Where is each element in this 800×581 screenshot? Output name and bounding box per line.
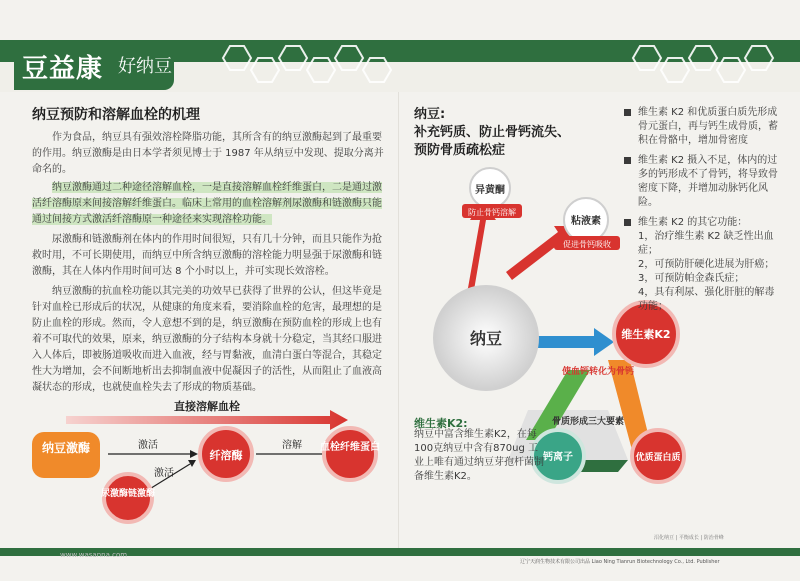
paragraph-3: 尿激酶和链激酶剂在体内的作用时间很短，只有几十分钟，而且只能作为抢救时用，不可长期使用，而纳豆中所含纳豆激酶的溶栓能力明显强于尿激酶和链激酶，其在人体内作用时间可达 8 个小时以上，并可实现长效溶栓。 xyxy=(32,234,382,277)
list-item xyxy=(624,106,784,148)
node-nattokinase-label: 纳豆激酶 xyxy=(41,441,91,455)
bullet-square-icon xyxy=(624,157,631,164)
protein-label: 优质蛋白质 xyxy=(635,453,681,463)
hexagon-decoration xyxy=(210,38,450,94)
calcium-label: 钙离子 xyxy=(543,452,573,463)
triangle-label: 骨质形成三大要素 xyxy=(551,417,625,427)
middle-title xyxy=(414,106,570,160)
list-item-text: 维生素 K2 的其它功能： 1，治疗维生素 K2 缺乏性出血症； 2，可预防肝硬化进展为肝癌； 3，可预防帕金森氏症； 4，具有利尿、强化肝脏的解毒功能； xyxy=(638,217,775,312)
direct-arrow xyxy=(66,410,348,430)
middle-title-line-1: 纳豆: xyxy=(414,107,446,122)
highlighted-text: 纳豆激酶通过二种途径溶解血栓，一是直接溶解血栓纤维蛋白，二是通过激活纤溶酶原来间接溶解纤维蛋白。临床上常用的血栓溶解剂尿激酶和链激酶只能通过间接方式激活纤溶酶原一种途径来实现溶栓功能。 xyxy=(32,182,382,225)
paragraph-4: 纳豆激酶的抗血栓功能以其完美的功效早已获得了世界的公认，但这毕竟是针对血栓已形成后的状况，从健康的角度来看，要消除血栓的危害，最理想的是防止血栓的形成。然而，令人意想不到的是，纳豆激酶在预防血栓的形成上也有着不可取代的效果，原来，纳豆激酶的分子结构本身就十分稳定，当其经口服进入人体后，即被肠道吸收而进入血液，经与胃黏液，血清白蛋白等混合，其稳定性大为增加，会不间断地析出去抑制血液中促凝因子的活性，从而阻止了血液高凝状态的形成，也就使血栓失去了形成的物质基础。 xyxy=(32,286,382,393)
list-item xyxy=(624,154,784,210)
arrow-right-red xyxy=(506,226,574,280)
list-item xyxy=(624,216,784,314)
section-title: 纳豆预防和溶解血栓的机理 xyxy=(32,107,200,123)
node-nattokinase xyxy=(32,432,100,478)
footer-note: 沼化纳豆 | 平衡成长 | 防治骨峰 xyxy=(654,535,724,541)
footer-url: www.wasanna.com xyxy=(60,551,128,559)
bullet-square-icon xyxy=(624,219,631,226)
mucin-label: 粘液素 xyxy=(571,216,601,227)
node-fibrin xyxy=(324,428,376,480)
list-item-text: 维生素 K2 和优质蛋白质先形成骨元蛋白，再与钙生成骨质，蓄积在骨骼中，增加骨密度 xyxy=(638,107,778,146)
node-urokinase-label: 尿激酶链激酶 xyxy=(100,489,156,499)
page-fold xyxy=(398,92,399,548)
thrombolysis-flow-diagram xyxy=(30,410,390,540)
paragraph-1: 作为食品，纳豆具有强效溶栓降脂功能，其所含有的纳豆激酶起到了最重要的作用。纳豆激酶是由日本学者须见博士于 1987 年从纳豆中发现、提取分离并命名的。 xyxy=(32,132,384,175)
bullet-square-icon xyxy=(624,109,631,116)
mucin-sub-label: 促进骨钙吸收 xyxy=(563,240,611,249)
middle-title-line-2: 补充钙质、防止骨钙流失、 xyxy=(414,125,571,140)
right-bullet-list xyxy=(624,106,784,320)
list-item-text: 维生素 K2 摄入不足，体内的过多的钙形成不了骨钙，将导致骨密度下降，并增加动脉钙化风险。 xyxy=(638,155,778,208)
middle-title-line-3: 预防骨质疏松症 xyxy=(414,143,506,158)
k2-note-title: 维生素K2: xyxy=(414,417,468,430)
label-activate-2: 激活 xyxy=(154,468,174,479)
isoflavone-label: 异黄酮 xyxy=(475,185,505,196)
node-fibrin-label: 血栓纤维蛋白 xyxy=(320,442,380,453)
flow-title: 直接溶解血栓 xyxy=(174,400,240,413)
label-activate-1: 激活 xyxy=(138,440,158,451)
footer-company: 辽宁天润生物技术有限公司出品 Liao Ning Tianrun Biotechnology Co., Ltd. Publisher xyxy=(520,559,720,565)
node-plasmin-label: 纤溶酶 xyxy=(209,449,243,462)
label-dissolve: 溶解 xyxy=(282,440,302,451)
k2-note-text: 纳豆中富含维生素K2，在每100克纳豆中含有870ug 工业上唯有通过纳豆芽孢杆菌制备维生素K2。 xyxy=(414,429,544,482)
paragraph-2 xyxy=(32,180,388,228)
k2-sub-label: 使血钙转化为骨钙 xyxy=(561,367,635,377)
logo-text: 豆益康 xyxy=(22,54,104,84)
isoflavone-sub-label: 防止骨钙溶解 xyxy=(468,208,516,217)
hexagon-decoration-right xyxy=(620,38,800,94)
logo-subtitle: 好纳豆 xyxy=(118,56,172,77)
k2-label: 维生素K2 xyxy=(621,328,671,341)
natto-center-label: 纳豆 xyxy=(469,329,503,348)
